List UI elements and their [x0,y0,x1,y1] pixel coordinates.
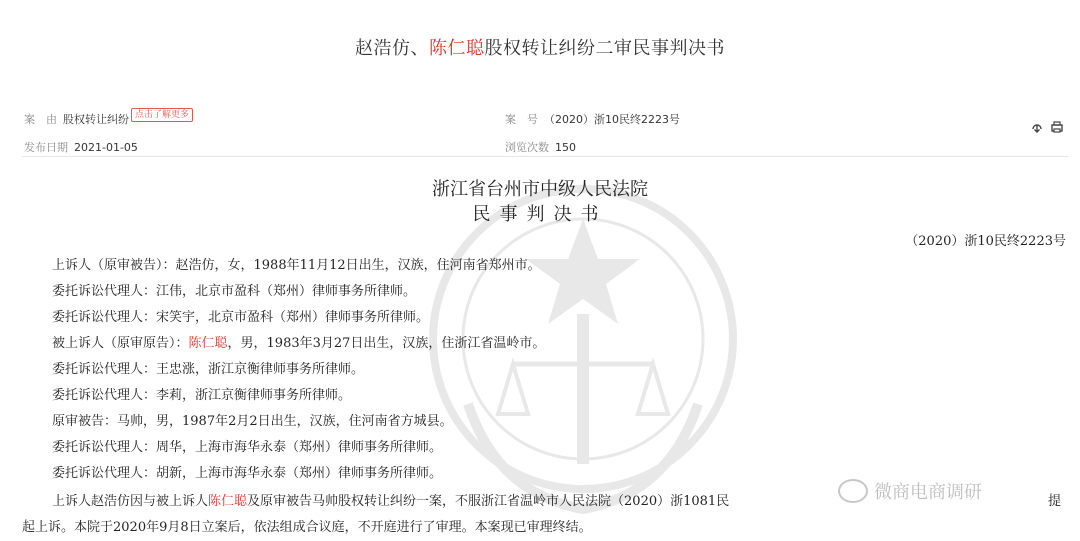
party-agent-5: 委托诉讼代理人：周华，上海市海华永泰（郑州）律师事务所律师。 [52,440,443,455]
header-divider [22,156,1068,157]
party-original-defendant: 原审被告：马帅，男，1987年2月2日出生，汉族，住河南省方城县。 [52,414,453,429]
highlight-name: 陈仁聪 [429,38,485,59]
highlight-name: 陈仁聪 [208,494,248,509]
wechat-watermark [838,478,982,504]
party-agent-3: 委托诉讼代理人：王忠涨，浙江京衡律师事务所律师。 [52,362,365,377]
highlight-name: 陈仁聪 [188,336,228,351]
party-agent-1: 委托诉讼代理人：江伟，北京市盈科（郑州）律师事务所律师。 [52,284,417,299]
party-appellee: 被上诉人（原审原告）：陈仁聪，男，1983年3月27日出生，汉族，住浙江省温岭市。 [52,336,546,351]
document-type: 民事判决书 [472,204,608,225]
view-count-label: 浏览次数 [505,141,549,154]
case-summary-line-1: 上诉人赵浩仿因与被上诉人陈仁聪及原审被告马帅股权转让纠纷一案，不服浙江省温岭市人民法院（2020）浙1081民 [52,494,730,509]
print-icon[interactable] [1050,122,1064,138]
publish-date [24,139,138,155]
case-cause-value[interactable]: 股权转让纠纷 [63,113,129,126]
page-title: 赵浩仿、陈仁聪股权转让纠纷二审民事判决书 [355,38,725,59]
case-summary-line-2: 起上诉。本院于2020年9月8日立案后，依法组成合议庭，不开庭进行了审理。本案现已审理终结。 [22,520,592,535]
case-number [505,111,680,127]
download-icon[interactable] [1030,122,1050,138]
party-agent-6: 委托诉讼代理人：胡新，上海市海华永泰（郑州）律师事务所律师。 [52,466,443,481]
case-number-value: （2020）浙10民终2223号 [544,113,680,126]
toolbar-icons [1030,120,1064,138]
publish-date-value: 2021-01-05 [74,141,138,154]
case-cause [24,111,193,128]
court-name: 浙江省台州市中级人民法院 [432,179,648,200]
case-number-label: 案 号 [505,113,538,126]
party-agent-4: 委托诉讼代理人：李莉，浙江京衡律师事务所律师。 [52,388,352,403]
party-appellant: 上诉人（原审被告）：赵浩仿，女，1988年11月12日出生，汉族，住河南省郑州市。 [52,258,541,273]
case-cause-label: 案 由 [24,113,57,126]
view-count-value: 150 [555,141,576,154]
watermark-text: 微商电商调研 [874,482,982,503]
publish-date-label: 发布日期 [24,141,68,154]
document-case-number: （2020）浙10民终2223号 [905,234,1066,249]
view-count [505,139,576,155]
wechat-icon [838,479,868,503]
party-agent-2: 委托诉讼代理人：宋笑宇，北京市盈科（郑州）律师事务所律师。 [52,310,430,325]
case-summary-line-1-tail: 提 [1048,494,1062,509]
learn-more-tag[interactable]: 点击了解更多 [131,108,193,122]
